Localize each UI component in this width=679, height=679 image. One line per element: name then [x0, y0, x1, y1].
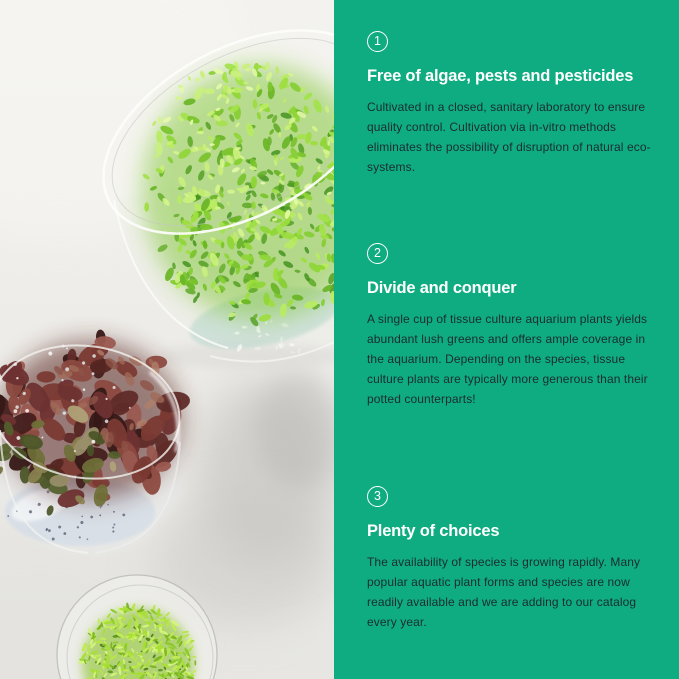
info-panel [334, 0, 679, 679]
feature-description: Cultivated in a closed, sanitary laboratory to ensure quality control. Cultivation via in-vitro methods eliminates the possibility of disruption of natural eco-systems. [367, 100, 651, 174]
feature-number: 1 [374, 34, 381, 49]
tissue-culture-cup-red [0, 329, 191, 553]
plant-cups-photo [0, 0, 334, 679]
feature-number-badge [367, 486, 388, 507]
feature-number-badge [367, 243, 388, 264]
feature-title: Divide and conquer [367, 279, 517, 297]
feature-description: The availability of species is growing rapidly. Many popular aquatic plant forms and species are now readily available and we are adding to our catalog every year. [367, 555, 641, 629]
feature-description: A single cup of tissue culture aquarium plants yields abundant lush greens and offers ample coverage in the aquarium. Depending on the species, tissue culture plants are typically more generous than their potted counterparts! [367, 312, 648, 406]
feature-title: Free of algae, pests and pesticides [367, 67, 634, 85]
feature-section-3 [367, 486, 661, 632]
feature-number-badge [367, 31, 388, 52]
feature-section-1 [367, 31, 661, 177]
plant-cups-illustration [0, 0, 334, 679]
feature-number: 3 [374, 489, 381, 504]
feature-number: 2 [374, 246, 381, 261]
feature-section-2 [367, 243, 661, 409]
feature-title: Plenty of choices [367, 522, 500, 540]
